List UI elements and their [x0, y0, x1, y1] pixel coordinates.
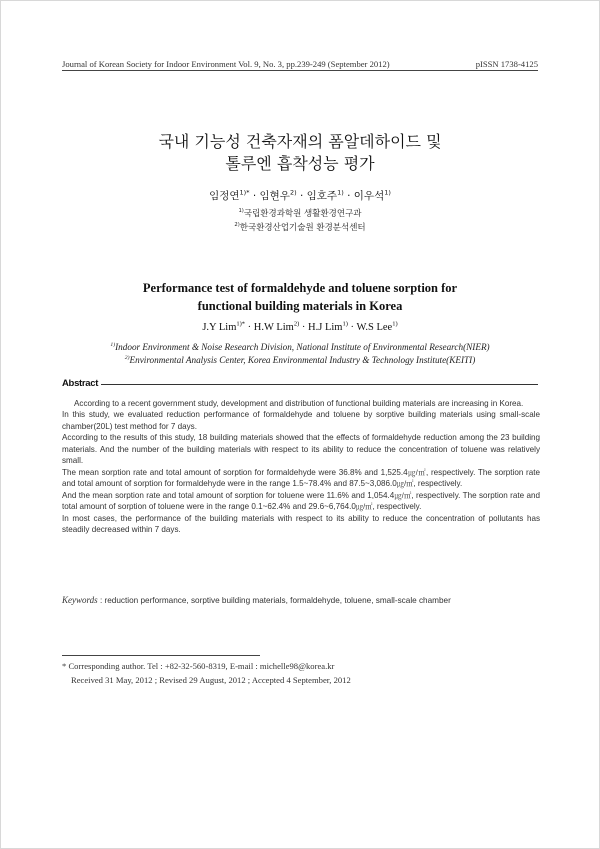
affiliation-sup: 2) — [124, 354, 130, 361]
abstract-label: Abstract — [62, 378, 99, 389]
author-name: 임정연 — [209, 190, 240, 202]
author-separator: · — [247, 322, 252, 333]
korean-affiliation-1 — [0, 207, 600, 219]
author-name: H.J Lim — [308, 322, 343, 333]
abstract-text: , respectively. — [372, 502, 422, 512]
footnote-rule — [62, 655, 260, 656]
affiliation-sup: 1) — [110, 341, 116, 348]
unit: ㎍/㎡ — [407, 467, 427, 477]
abstract-text: , respectively. The sorption rate and total amount of sorption for formaldehyde were in the range 1.5~78.4% and 87.5~3,086.0 — [62, 467, 540, 489]
unit: ㎍/㎡ — [394, 490, 412, 500]
running-header — [62, 59, 538, 69]
author-sup: 1) — [342, 320, 348, 328]
abstract-paragraph — [62, 490, 540, 513]
abstract-paragraph: According to a recent government study, development and distribution of functional building materials are increasing in Korea. — [74, 399, 524, 408]
author-name: H.W Lim — [253, 322, 294, 333]
korean-affiliation-2 — [0, 221, 600, 233]
english-affiliation-2 — [0, 355, 600, 365]
abstract-paragraph: In most cases, the performance of the building materials with respect to its ability to reduce the concentration of pollutants has steadily decreased within 7 days. — [62, 513, 540, 534]
affiliation-sup: 2) — [234, 222, 240, 229]
korean-title — [0, 131, 600, 175]
author-sup: 1) — [337, 188, 344, 197]
abstract-text: And the mean sorption rate and total amount of sorption for toluene were 11.6% and 1,054.4 — [62, 490, 395, 500]
issn: pISSN 1738-4125 — [475, 59, 538, 69]
keywords-label: Keywords — [62, 595, 98, 605]
journal-citation: Journal of Korean Society for Indoor Environment Vol. 9, No. 3, pp.239-249 (September 2012) — [62, 59, 390, 69]
abstract-paragraph — [62, 467, 540, 490]
author-name: 임현우 — [259, 190, 290, 202]
abstract-paragraph: In this study, we evaluated reduction performance of formaldehyde and toluene by sorptive building materials using small-scale chamber(20L) test method for 7 days. — [62, 410, 540, 431]
abstract-heading — [62, 378, 538, 389]
affiliation-text: 국립환경과학원 생활환경연구과 — [243, 209, 362, 219]
abstract-body — [62, 398, 540, 535]
author-sup: 2) — [289, 188, 297, 197]
affiliation-text: Environmental Analysis Center, Korea Environmental Industry & Technology Institute(KEITI) — [129, 355, 476, 365]
abstract-paragraph: According to the results of this study, 18 building materials showed that the effects of formaldehyde reduction among the 23 building materials. And the number of the building materials with respect to its ability to reduce the concentration of toluene was relatively small. — [62, 433, 540, 466]
author-sup: 1)* — [239, 188, 250, 197]
affiliation-sup: 1) — [238, 208, 244, 215]
korean-title-line1: 국내 기능성 건축자재의 폼알데하이드 및 — [158, 132, 442, 151]
author-name: 임호주 — [306, 190, 338, 202]
korean-authors — [0, 188, 600, 203]
author-separator: · — [299, 190, 304, 202]
abstract-text: , respectively. The sorption rate and total amount of sorption of toluene were in the range 0.1~62.4% and 29.6~6,764.0 — [62, 490, 540, 512]
keywords — [62, 595, 540, 605]
author-sup: 2) — [293, 320, 300, 328]
abstract-text: The mean sorption rate and total amount of sorption for formaldehyde were 36.8% and 1,525.4 — [62, 467, 408, 477]
english-title-line1: Performance test of formaldehyde and toluene sorption for — [142, 281, 458, 295]
author-name: J.Y Lim — [202, 322, 237, 333]
keywords-colon: : — [97, 596, 105, 605]
header-rule — [62, 70, 538, 71]
author-name: 이우석 — [353, 190, 385, 202]
affiliation-text: 한국환경산업기술원 환경분석센터 — [239, 223, 366, 233]
author-sup: 1) — [392, 320, 398, 328]
received-dates-note: Received 31 May, 2012 ; Revised 29 August, 2012 ; Accepted 4 September, 2012 — [71, 675, 351, 685]
unit: ㎍/㎡ — [355, 502, 373, 512]
english-title-line2: functional building materials in Korea — [197, 299, 403, 313]
author-sup: 1) — [384, 188, 391, 197]
english-affiliation-1 — [0, 342, 600, 352]
corresponding-author-note: * Corresponding author. Tel : +82-32-560-8319, E-mail : michelle98@korea.kr — [62, 661, 335, 671]
author-separator: · — [347, 190, 351, 202]
author-name: W.S Lee — [356, 322, 393, 333]
author-separator: · — [301, 322, 306, 333]
abstract-rule — [101, 384, 538, 385]
unit: ㎍/㎡ — [396, 479, 414, 489]
author-sup: 1)* — [236, 320, 246, 328]
english-authors — [0, 322, 600, 333]
abstract-text: , respectively. — [413, 479, 463, 489]
keywords-text: reduction performance, sorptive building materials, formaldehyde, toluene, small-scale chamber — [104, 596, 451, 605]
english-title — [0, 279, 600, 315]
korean-title-line2: 톨루엔 흡착성능 평가 — [225, 154, 375, 173]
affiliation-text: Indoor Environment & Noise Research Division, National Institute of Environmental Research(NIER) — [115, 342, 490, 352]
author-separator: · — [252, 190, 257, 202]
author-separator: · — [350, 322, 354, 333]
